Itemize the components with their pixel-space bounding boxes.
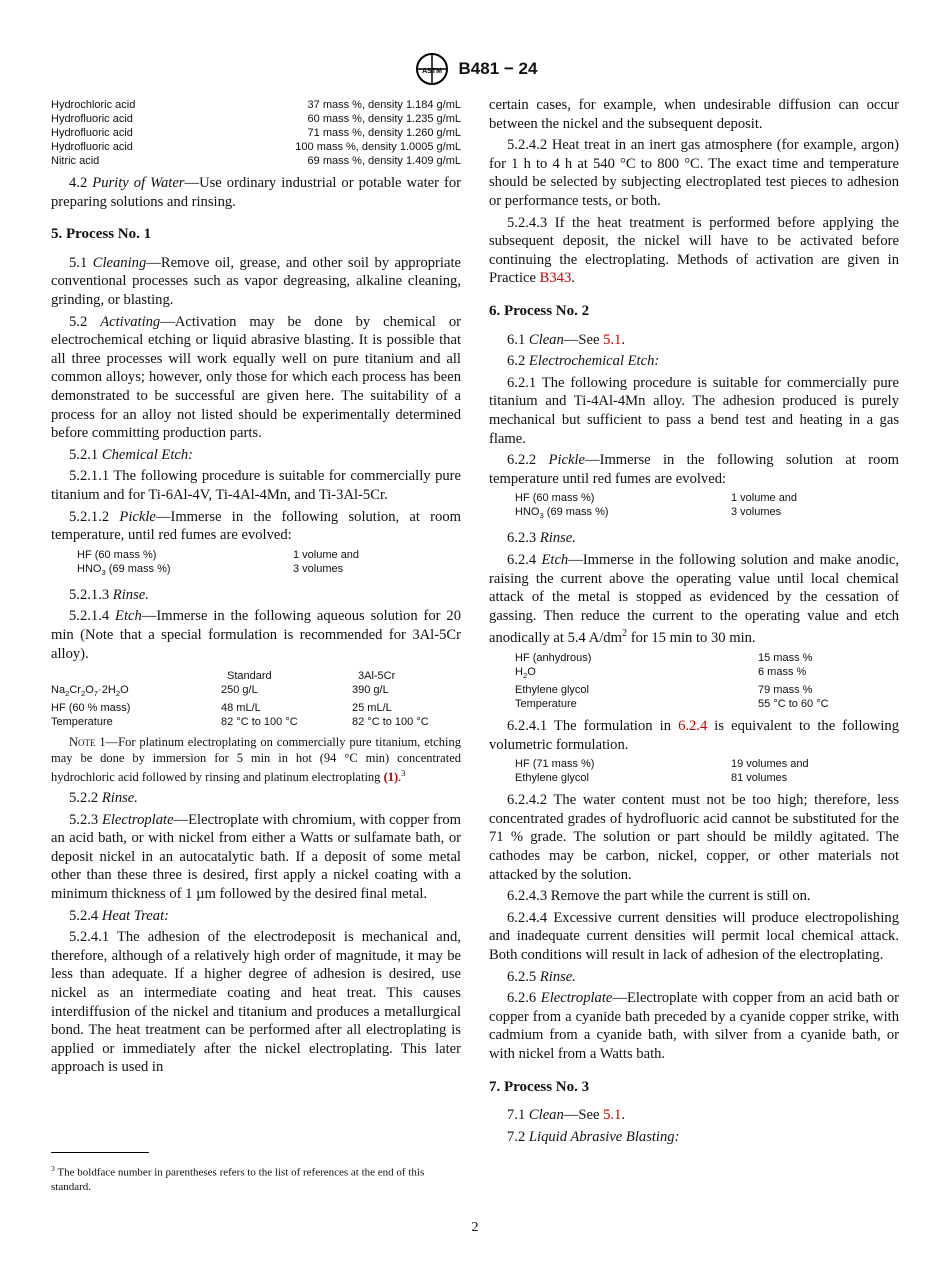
footnote: $^3$ The boldface number in parentheses refers to the list of references at the end of this standard.	[51, 1164, 425, 1193]
para-5-2-4-2: 5.2.4.2 Heat treat in an inert gas atmosphere (for example, argon) for 1 h to 4 h at 540 °C to 800 °C. The exact time and temperature should be selected by subjecting electroplated test pieces to adhesion or performance tests, or both.	[489, 137, 899, 209]
table-row: Temperature 82 °C to 100 °C 82 °C to 100 °C	[51, 716, 429, 729]
footnote-divider	[51, 1152, 149, 1153]
pickle-table-1	[77, 548, 359, 580]
table-row: HF (60 mass %) 1 volume and	[515, 492, 798, 505]
para-4-2: 4.2 Purity of Water—Use ordinary industrial or potable water for preparing solutions and rinsing.	[51, 175, 461, 210]
reference-link[interactable]: (1)	[383, 770, 399, 785]
reference-link[interactable]: 6.2.4	[678, 718, 708, 735]
acids-table	[51, 98, 461, 168]
para-6-2-2: 6.2.2 Pickle—Immerse in the following solution at room temperature until red fumes are evolved:	[489, 452, 899, 487]
para-6-2-4-1: 6.2.4.1 The formulation in 6.2.4 is equivalent to the following volumetric formulation.	[489, 718, 899, 753]
para-6-2: 6.2 Electrochemical Etch:	[507, 353, 660, 370]
para-5-2-3: 5.2.3 Electroplate—Electroplate with chromium, with copper from an acid bath, or with nickel from either a Watts or sulfamate bath, or deposit nickel in an autocatalytic bath. If a deposit of some metal other than these three is desired, first apply a nickel coating with a minimum thickness of 1 µm followed by the desired final metal.	[51, 811, 461, 903]
table-header-row: Standard 3Al-5Cr	[227, 670, 396, 683]
para-continued: certain cases, for example, when undesirable diffusion can occur between the nickel and the subsequent deposit.	[489, 97, 899, 132]
para-5-2-1-1: 5.2.1.1 The following procedure is suitable for commercially pure titanium and for Ti-6Al-4V, Ti-4Al-4Mn, and Ti-3Al-5Cr.	[51, 468, 461, 503]
table-row: Hydrofluoric acid 60 mass %, density 1.235 g/mL	[51, 113, 461, 125]
para-6-2-4: 6.2.4 Etch—Immerse in the following solution and make anodic, raising the current above the operating value until local chemical attack of the metal is stopped as evidenced by the cessation of gassing. Then reduce the current to the operating value and etch anodically at 5.4 $A/dm^2$ for 15 min to 30 min.	[489, 552, 899, 647]
section-heading-7: 7. Process No. 3	[489, 1078, 590, 1095]
para-5-2-2: 5.2.2 Rinse.	[69, 790, 138, 807]
para-6-1: 6.1 Clean—See 5.1.	[507, 331, 626, 348]
svg-text:ASTM: ASTM	[421, 68, 442, 75]
para-5-2-4-3: 5.2.4.3 If the heat treatment is performed before applying the subsequent deposit, the nickel will have to be activated before continuing the electroplating. Methods of activation are given in Practice B343.	[489, 214, 899, 287]
para-6-2-4-3: 6.2.4.3 Remove the part while the current is still on.	[507, 888, 811, 905]
left-column	[51, 96, 461, 1080]
para-7-1: 7.1 Clean—See 5.1.	[507, 1107, 626, 1124]
table-row: Ethylene glycol 79 mass %	[515, 684, 813, 697]
para-6-2-6: 6.2.6 Electroplate—Electroplate with copper from an acid bath or copper from a cyanide bath preceded by a cyanide copper strike, with cadmium from a cyanide bath, with silver from a cyanide bath, or with nickel from a Watts bath.	[489, 990, 899, 1062]
reference-link[interactable]: 5.1	[603, 331, 622, 348]
volumetric-table	[515, 757, 809, 785]
para-6-2-5: 6.2.5 Rinse.	[507, 968, 576, 985]
para-5-2-1-2: 5.2.1.2 Pickle—Immerse in the following solution, at room temperature, until red fumes are evolved:	[51, 508, 461, 544]
etch-table	[51, 669, 429, 729]
para-6-2-3: 6.2.3 Rinse.	[507, 530, 576, 547]
table-row: Nitric acid 69 mass %, density 1.409 g/mL	[51, 155, 461, 167]
table-row: $HNO_3$ (69 mass %) 3 volumes	[515, 506, 782, 521]
para-6-2-4-2: 6.2.4.2 The water content must not be too high; therefore, less concentrated grades of hydrofluoric acid cannot be substituted for the 71 % grade. The solution or part should be mildly agitated. The cathodes may be carbon, nickel, copper, or other materials not attacked by the solution.	[489, 792, 899, 883]
para-5-2-1-3: 5.2.1.3 Rinse.	[69, 586, 149, 603]
table-row: $HNO_3$ (69 mass %) 3 volumes	[77, 562, 344, 577]
note-1: Note 1—For platinum electroplating on commercially pure titanium, etching may be done by immersion for 5 min in hot (94 °C min) concentrated hydrochloric acid followed by rinsing and platinum electroplating (1).$^3$	[51, 735, 461, 785]
pickle-table-2	[515, 491, 797, 523]
table-row: Temperature 55 °C to 60 °C	[515, 698, 829, 711]
para-5-2-4-1: 5.2.4.1 The adhesion of the electrodeposit is mechanical and, therefore, although of a relatively high order of magnitude, it may be less than adequate. If a higher degree of adhesion is desired, use nickel as an intermediate coating and heat treat. This causes interdiffusion of the nickel and titanium and produces a metallurgical bond. The heat treatment can be performed after all electroplating is applied or immediately after the nickel electroplating. This later approach is used in	[51, 929, 461, 1076]
page-number: 2	[471, 1220, 479, 1235]
table-row: HF (60 % mass) 48 mL/L 25 mL/L	[51, 702, 392, 715]
table-row: Hydrofluoric acid 100 mass %, density 1.0005 g/mL	[51, 141, 461, 153]
reference-link[interactable]: B343	[539, 270, 572, 287]
para-5-2-1-4: 5.2.1.4 Etch—Immerse in the following aqueous solution for 20 min (Note that a special formulation is recommended for 3Al-5Cr alloy).	[51, 608, 461, 662]
table-row: $H_2O$ 6 mass %	[515, 665, 807, 681]
section-heading-5: 5. Process No. 1	[51, 226, 152, 243]
table-row: Hydrochloric acid 37 mass %, density 1.184 g/mL	[51, 99, 461, 111]
reference-link[interactable]: 5.1	[603, 1107, 622, 1124]
right-column	[489, 96, 899, 1149]
page-header	[0, 52, 950, 86]
table-row: HF (71 mass %) 19 volumes and	[515, 758, 809, 771]
table-row: Hydrofluoric acid 71 mass %, density 1.260 g/mL	[51, 127, 461, 139]
table-row: $Na_2Cr_2O_7\cdot 2H_2O$ 250 g/L 390 g/L	[51, 684, 389, 699]
document-code: B481 − 24	[458, 59, 538, 78]
section-heading-6: 6. Process No. 2	[489, 302, 590, 319]
table-row: HF (60 mass %) 1 volume and	[77, 548, 360, 561]
para-6-2-1: 6.2.1 The following procedure is suitable for commercially pure titanium and Ti-4Al-4Mn alloy. The adhesion produced is purely mechanical but sufficient to pass a bend test and heating in a gas flame.	[489, 374, 899, 447]
astm-logo-icon	[413, 52, 451, 86]
table-row: HF (anhydrous) 15 mass %	[515, 651, 813, 664]
para-6-2-4-4: 6.2.4.4 Excessive current densities will produce electropolishing and inadequate current densities will permit local chemical attack. Both conditions will result in lack of adhesion of the electroplating.	[489, 909, 899, 964]
para-5-2-1: 5.2.1 Chemical Etch:	[69, 446, 194, 463]
etch-table-2	[515, 651, 829, 711]
para-5-2-4: 5.2.4 Heat Treat:	[69, 907, 169, 924]
para-7-2: 7.2 Liquid Abrasive Blasting:	[507, 1128, 680, 1145]
para-5-2: 5.2 Activating—Activation may be done by chemical or electrochemical etching or liquid abrasive blasting. It is possible that all three processes will work equally well on pure titanium and all common alloys; however, only those for which each process has been demonstrated to be successful are given here. The suitability of a process for an alloy not listed should be experimentally determined before committing production parts.	[51, 313, 461, 442]
table-row: Ethylene glycol 81 volumes	[515, 772, 788, 785]
para-5-1: 5.1 Cleaning—Remove oil, grease, and other soil by appropriate conventional processes such as vapor degreasing, alkaline cleaning, grinding, or blasting.	[51, 254, 461, 308]
